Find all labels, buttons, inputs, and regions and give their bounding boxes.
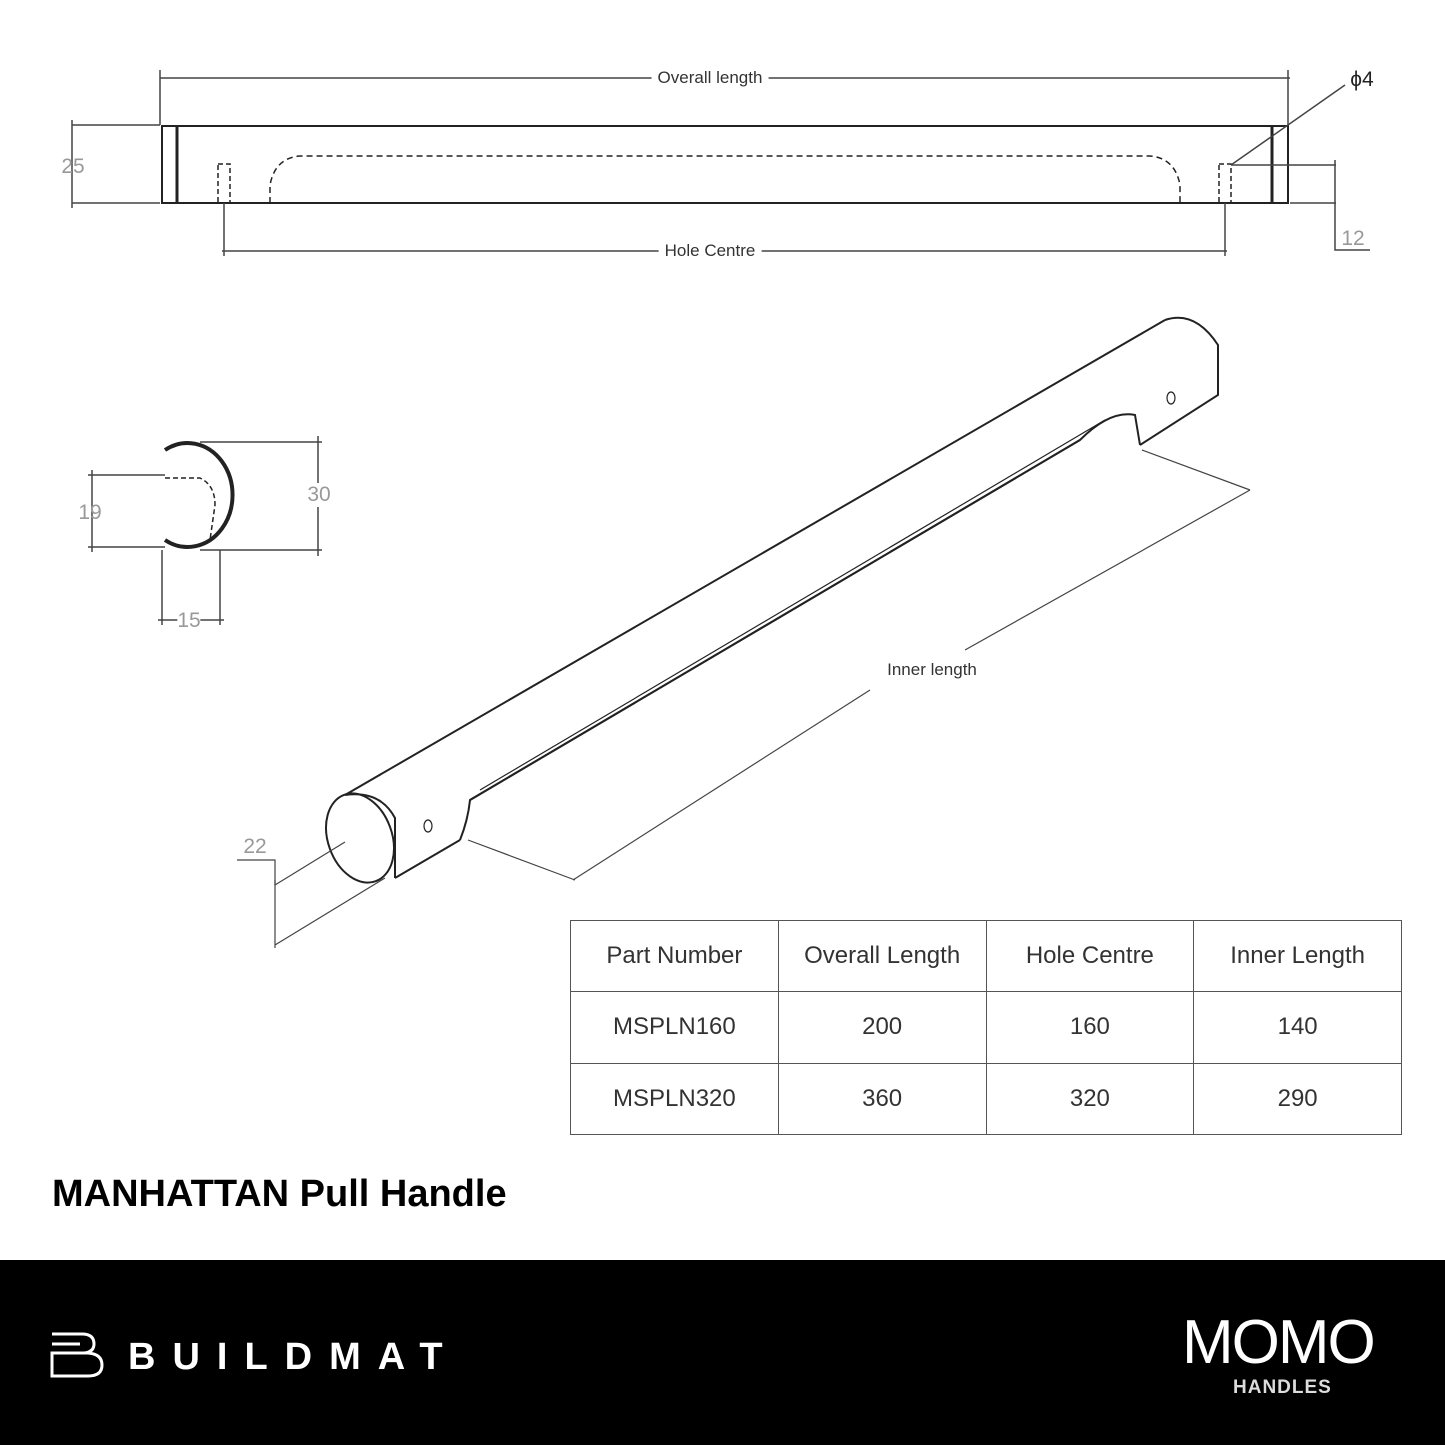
table-cell: 200: [778, 992, 986, 1063]
dim-12: 12: [1341, 227, 1365, 250]
momo-logo: MOMO: [1182, 1308, 1374, 1377]
isometric-view: [237, 318, 1250, 948]
table-cell: 140: [1194, 992, 1402, 1063]
front-view: [72, 70, 1370, 256]
header-cell: Part Number: [571, 921, 779, 992]
buildmat-logo-icon: [50, 1332, 104, 1378]
dim-19: 19: [78, 501, 102, 524]
dim-25: 25: [61, 155, 85, 178]
product-title: MANHATTAN Pull Handle: [52, 1173, 507, 1215]
buildmat-logo: BUILDMAT: [128, 1336, 460, 1378]
table-cell: 360: [778, 1063, 986, 1134]
table-row: [571, 992, 1402, 1063]
table-cell: MSPLN320: [571, 1063, 779, 1134]
table-cell: 320: [986, 1063, 1194, 1134]
table-header-row: [571, 921, 1402, 992]
table-row: [571, 1063, 1402, 1134]
header-cell: Inner Length: [1194, 921, 1402, 992]
dim-diameter-4: ϕ4: [1350, 68, 1374, 91]
header-cell: Overall Length: [778, 921, 986, 992]
header-cell: Hole Centre: [986, 921, 1194, 992]
inner-length-label: Inner length: [881, 660, 983, 680]
dimensions-table: [570, 920, 1402, 1135]
dim-22: 22: [243, 835, 267, 858]
table-cell: 160: [986, 992, 1194, 1063]
hole-centre-label: Hole Centre: [659, 241, 762, 261]
section-view: [88, 436, 322, 625]
table-cell: MSPLN160: [571, 992, 779, 1063]
dim-30: 30: [307, 483, 331, 506]
momo-logo-subtitle: HANDLES: [1233, 1377, 1332, 1398]
overall-length-label: Overall length: [652, 68, 769, 88]
table-cell: 290: [1194, 1063, 1402, 1134]
dim-15: 15: [177, 609, 201, 632]
